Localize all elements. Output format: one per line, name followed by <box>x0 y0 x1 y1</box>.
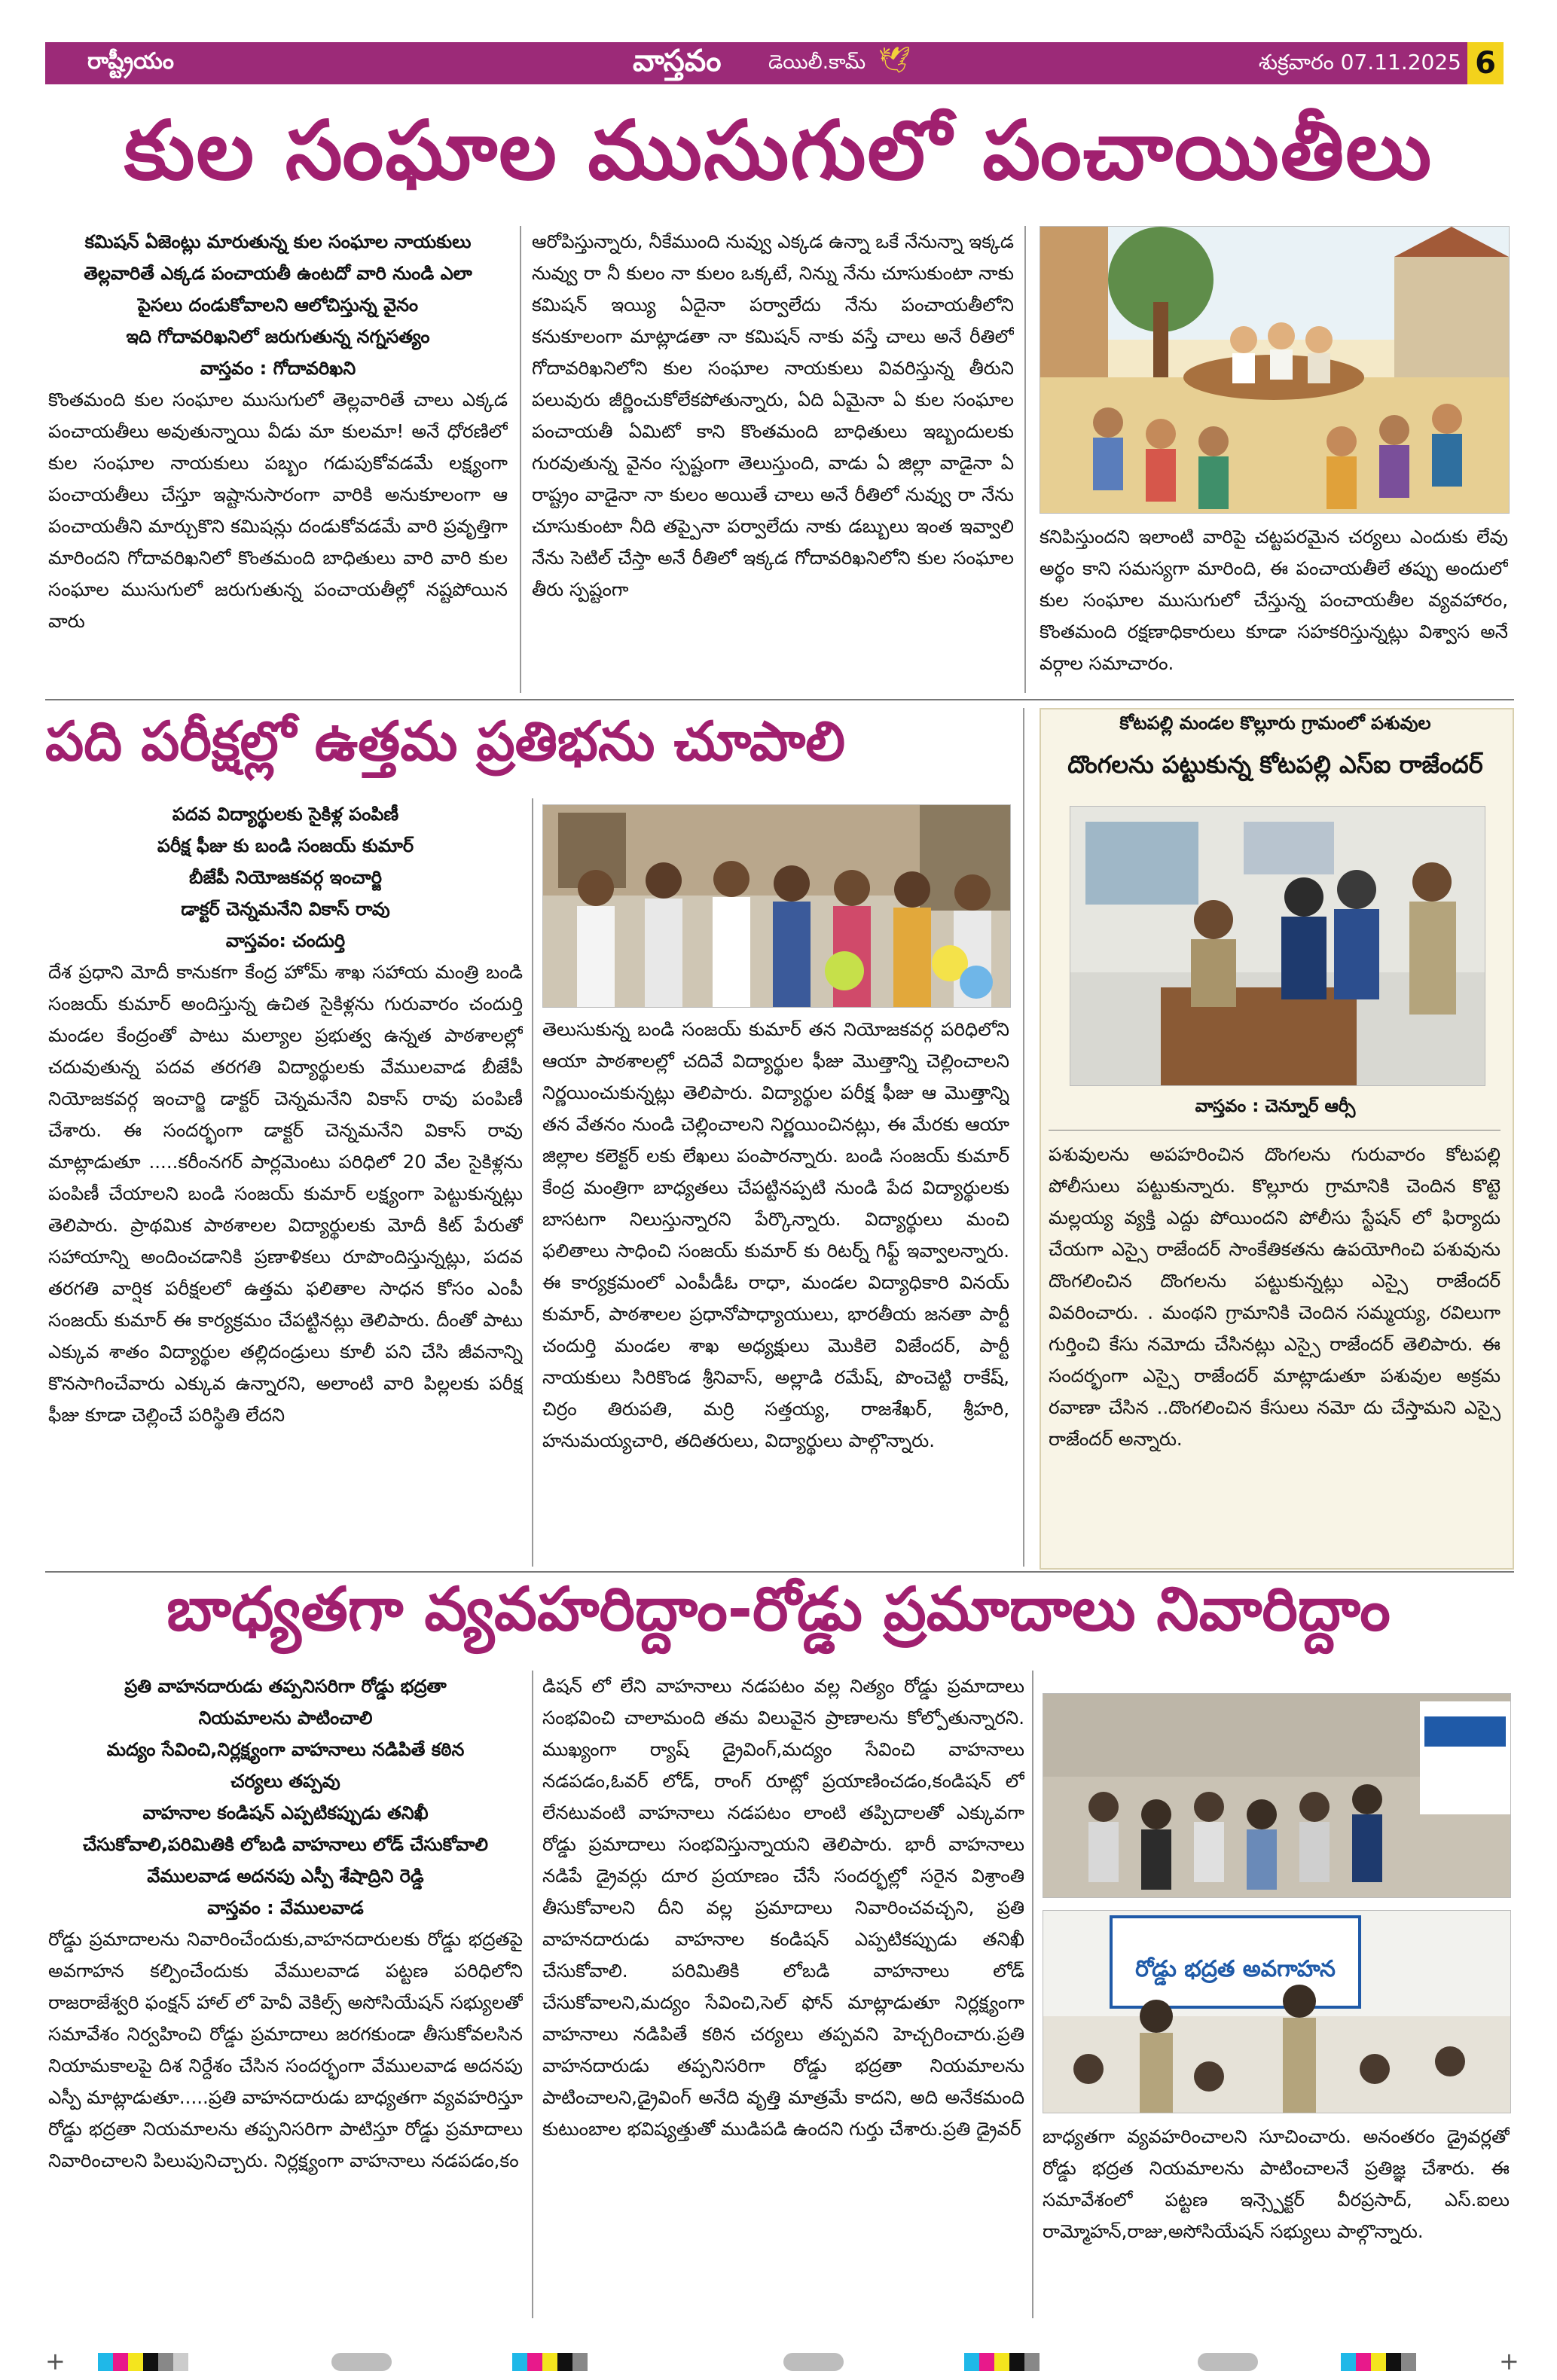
story4-column-3 <box>1043 2121 1510 2318</box>
story1-column-1 <box>48 226 508 693</box>
color-bar <box>512 2353 527 2371</box>
story2-dateline: వాస్తవం: చందుర్తి <box>225 930 346 951</box>
story4-column-2 <box>542 1671 1024 2318</box>
color-bar <box>113 2353 128 2371</box>
awareness-banner-photo <box>1043 1911 1510 2113</box>
story4-subhead: వాహనాల కండిషన్ ఎప్పటికప్పుడు తనిఖీ <box>142 1802 429 1823</box>
color-bar <box>158 2353 173 2371</box>
crop-mark-icon: + <box>1499 2347 1519 2375</box>
story3-dateline: వాస్తవం : చెన్నూర్ ఆర్సీ <box>1195 1097 1356 1116</box>
story4-subhead: చర్యలు తప్పవు <box>230 1771 340 1792</box>
color-bar <box>1401 2353 1416 2371</box>
section-divider <box>45 1571 1514 1573</box>
color-bar <box>143 2353 158 2371</box>
story4-subhead: ప్రతి వాహనదారుడు తప్పనిసరిగా రోడ్డు భద్రతా <box>124 1676 447 1697</box>
story2-subhead: బీజేపీ నియోజకవర్గ ఇంచార్జి <box>188 867 382 888</box>
story1-illustration <box>1040 226 1510 514</box>
panchayat-cartoon <box>1040 227 1509 513</box>
story4-dateline: వాస్తవం : వేములవాడ <box>207 1897 364 1918</box>
story4-body: బాధ్యతగా వ్యవహరించాలని సూచించారు. అనంతరం డ్రైవర్లతో రోడ్డు భద్రత నియమాలను పాటించాలనే ప్రతిజ్ఞ చేశారు. ఈ సమావేశంలో పట్టణ ఇన్స్పెక్టర్ వీరప్రసాద్, ఎస్.ఐలు రామ్మోహన్,రాజు,అసోసియేషన్ సభ్యులు పాల్గొన్నారు. <box>1043 2125 1510 2242</box>
cycle-distribution-photo <box>543 805 1010 1007</box>
story3-body: పశువులను అపహరించిన దొంగలను గురువారం కోటపల్లి పోలీసులు పట్టుకున్నారు. కొల్లూరు గ్రామానికి చెందిన కొట్టె మల్లయ్య వ్యక్తి ఎద్దు పోయిందని పోలీసు స్టేషన్ లో ఫిర్యాదు చేయగా ఎస్సై రాజేందర్ సాంకేతికతను ఉపయోగించి పశువును దొంగలించిన దొంగలను పట్టుకున్నట్లు ఎస్సై రాజేందర్ వివరించారు. . మంథని గ్రామానికి చెందిన సమ్మయ్య, రవిలుగా గుర్తించి కేసు నమోదు చేసినట్లు ఎస్సై రాజేందర్ తెలిపారు. ఈ సందర్భంగా ఎస్సై రాజేందర్ మాట్లాడుతూ పశువుల అక్రమ రవాణా చేసిన ..దొంగలించిన కేసులు నమో దు చేస్తామని ఎస్సై రాజేందర్ అన్నారు. <box>1049 1143 1501 1450</box>
story1-body: కనిపిస్తుందని ఇలాంటి వారిపై చట్టపరమైన చర్యలు ఎందుకు లేవు అర్థం కాని సమస్యగా మారింది, ఈ పంచాయతీలే తప్పు అందులో కుల సంఘాల ముసుగులో చేస్తున్న పంచాయతీల వ్యవహారం, కొంతమంది రక్షణాధికారులు కూడా సహకరిస్తున్నట్లు విశ్వాస అనే వర్గాల సమాచారం. <box>1040 526 1508 674</box>
story1-subhead: తెల్లవారితే ఎక్కడ పంచాయతీ ఉంటదో వారి నుండి ఎలా <box>84 263 472 284</box>
column-divider <box>1032 1671 1033 2318</box>
section-label: రాష్ట్రీయం <box>87 48 174 75</box>
story4-subhead: నియమాలను పాటించాలి <box>198 1707 373 1729</box>
crop-mark-icon: + <box>45 2347 66 2375</box>
story2-body: తెలుసుకున్న బండి సంజయ్ కుమార్ తన నియోజకవర్గ పరిధిలోని ఆయా పాఠశాలల్లో చదివే విద్యార్థుల ఫీజు మొత్తాన్ని చెల్లించాలని నిర్ణయించుకున్నట్లు తెలిపారు. విద్యార్థుల పరీక్ష ఫీజు ఆ మొత్తాన్ని తన వేతనం నుండి చెల్లించాలని నిర్ణయించినట్లు, ఈ మేరకు ఆయా జిల్లాల కలెక్టర్ లకు లేఖలు పంపారన్నారు. బండి సంజయ్ కుమార్ కేంద్ర మంత్రిగా బాధ్యతలు చేపట్టినప్పటి నుండి పేద విద్యార్థులకు బాసటగా నిలుస్తున్నారని పేర్కొన్నారు. విద్యార్థులు మంచి ఫలితాలు సాధించి సంజయ్ కుమార్ కు రిటర్న్ గిఫ్ట్ ఇవ్వాలన్నారు. ఈ కార్యక్రమంలో ఎంపీడీఓ రాధా, మండల విద్యాధికారి వినయ్ కుమార్, పాఠశాలల ప్రధానోపాధ్యాయులు, భారతీయ జనతా పార్టీ చందుర్తి మండల శాఖ అధ్యక్షులు మొకిలె విజేందర్, పార్టీ నాయకులు సిరికొండ శ్రీనివాస్, అల్లాడి రమేష్, పొంచెట్టి రాకేష్, చిర్రం తిరుపతి, మర్రి సత్తయ్య, రాజశేఖర్, శ్రీహరి, హనుమయ్యచారి, తదితరులు, విద్యార్థులు పాల్గొన్నారు. <box>542 1018 1009 1451</box>
story4-subhead: మద్యం సేవించి,నిర్లక్ష్యంగా వాహనాలు నడిపితే కఠిన <box>106 1739 465 1760</box>
column-divider <box>532 1671 533 2318</box>
column-divider <box>520 226 521 693</box>
story4-headline: బాధ్యతగా వ్యవహరిద్దాం-రోడ్డు ప్రమాదాలు నివారిద్దాం <box>166 1574 1391 1644</box>
column-divider <box>532 798 533 1567</box>
police-station-photo <box>1070 807 1485 1085</box>
section-divider <box>45 699 1514 700</box>
story2-headline: పది పరీక్షల్లో ఉత్తమ ప్రతిభను చూపాలి <box>45 709 846 773</box>
story1-headline: కుల సంఘాల ముసుగులో పంచాయితీలు <box>124 104 1433 198</box>
color-bar <box>572 2353 588 2371</box>
color-bar <box>1356 2353 1371 2371</box>
color-bar <box>173 2353 188 2371</box>
story1-column-3 <box>1040 521 1508 693</box>
story2-photo <box>542 804 1011 1008</box>
story4-subhead: వేములవాడ అదనపు ఎస్పీ శేషాద్రిని రెడ్డి <box>147 1866 424 1887</box>
story2-column-2 <box>542 1014 1009 1567</box>
registration-mark <box>783 2353 844 2371</box>
color-bar <box>994 2353 1009 2371</box>
color-bar <box>98 2353 113 2371</box>
newspaper-logo: వాస్తవం <box>633 44 722 78</box>
story2-subhead: డాక్టర్ చెన్నమనేని వికాస్ రావు <box>181 899 390 920</box>
story1-subhead: కమిషన్ ఏజెంట్లు మారుతున్న కుల సంఘాల నాయకులు <box>84 231 472 252</box>
color-bar <box>1386 2353 1401 2371</box>
color-bar <box>1009 2353 1024 2371</box>
story4-subhead: చేసుకోవాలి,పరిమితికి లోబడి వాహనాలు లోడ్ చేసుకోవాలి <box>82 1834 489 1855</box>
page-number: 6 <box>1467 42 1504 84</box>
registration-mark <box>1198 2353 1258 2371</box>
story2-subhead: పరీక్ష ఫీజు కు బండి సంజయ్ కుమార్ <box>157 835 414 856</box>
story4-column-1 <box>48 1671 523 2318</box>
story2-column-1 <box>48 798 523 1567</box>
newspaper-logo-sub: డెయిలీ.కామ్ <box>768 51 866 74</box>
registration-mark <box>331 2353 392 2371</box>
story1-dateline: వాస్తవం : గోదావరిఖని <box>200 358 356 379</box>
color-bar <box>1024 2353 1040 2371</box>
color-bar <box>964 2353 979 2371</box>
color-bar <box>1371 2353 1386 2371</box>
color-bar <box>527 2353 542 2371</box>
story3-headline: దొంగలను పట్టుకున్న కోటపల్లి ఎస్ఐ రాజేందర్ <box>1067 750 1483 779</box>
bird-logo-icon: 🕊 <box>878 45 911 75</box>
story4-photo-1 <box>1043 1693 1511 1898</box>
color-bar <box>1341 2353 1356 2371</box>
story4-body: డిషన్ లో లేని వాహనాలు నడపటం వల్ల నిత్యం రోడ్డు ప్రమాదాలు సంభవించి చాలామంది తమ విలువైన ప్రాణాలను కోల్పోతున్నారని. ముఖ్యంగా ర్యాష్ డ్రైవింగ్,మద్యం సేవించి వాహనాలు నడపడం,ఓవర్ లోడ్, రాంగ్ రూట్లో ప్రయాణించడం,కండిషన్ లో లేనటువంటి వాహనాలు నడపటం లాంటి తప్పిదాలతో ఎక్కువగా రోడ్డు ప్రమాదాలు సంభవిస్తున్నాయని తెలిపారు. భారీ వాహనాలు నడిపే డ్రైవర్లు దూర ప్రయాణం చేసే సందర్భల్లో సరైన విశ్రాంతి తీసుకోవాలని దీని వల్ల ప్రమాదాలు నివారించవచ్చని, ప్రతి వాహనదారుడు వాహనాల కండిషన్ ఎప్పటికప్పుడు తనిఖీ చేసుకోవాలి. పరిమితికి లోబడి వాహనాలు లోడ్ చేసుకోవాలని,మద్యం సేవించి,సెల్ ఫోన్ మాట్లాడుతూ నిర్లక్ష్యంగా వాహనాలు నడిపితే కఠిన చర్యలు తప్పవని హెచ్చరించారు.ప్రతి వాహనదారుడు తప్పనిసరిగా రోడ్డు భద్రతా నియమాలను పాటించాలని,డ్రైవింగ్ అనేది వృత్తి మాత్రమే కాదని, అది అనేకమంది కుటుంబాల భవిష్యత్తుతో ముడిపడి ఉందని గుర్తు చేశారు.ప్రతి డ్రైవర్ <box>542 1675 1024 2140</box>
color-bar <box>557 2353 572 2371</box>
story2-subhead: పదవ విద్యార్థులకు సైకిళ్ల పంపిణీ <box>172 804 399 825</box>
story1-column-2 <box>532 226 1014 693</box>
story2-body: దేశ ప్రధాని మోదీ కానుకగా కేంద్ర హోమ్ శాఖ సహాయ మంత్రి బండి సంజయ్ కుమార్ అందిస్తున్న ఉచిత సైకిళ్లను గురువారం చందుర్తి మండల కేంద్రంతో పాటు మల్యాల ప్రభుత్వ ఉన్నత పాఠశాలల్లో చదువుతున్న పదవ తరగతి విద్యార్థులకు వేములవాడ బీజేపీ నియోజకవర్గ ఇంచార్జి డాక్టర్ చెన్నమనేని వికాస్ రావు పంపిణీ చేశారు. ఈ సందర్భంగా డాక్టర్ చెన్నమనేని వికాస్ రావు మాట్లాడుతూ .....కరీంనగర్ పార్లమెంటు పరిధిలో 20 వేల సైకిళ్లను పంపిణీ చేయాలని బండి సంజయ్ కుమార్ లక్ష్యంగా పెట్టుకున్నట్లు తెలిపారు. ప్రాథమిక పాఠశాలల విద్యార్థులకు మోదీ కిట్ పేరుతో సహాయాన్ని అందించడానికి ప్రణాళికలు రూపొందిస్తున్నట్లు, పదవ తరగతి వార్షిక పరీక్షలలో ఉత్తమ ఫలితాల సాధన కోసం ఎంపీ సంజయ్ కుమార్ ఈ కార్యక్రమం చేపట్టినట్లు తెలిపారు. దీంతో పాటు ఎక్కువ శాతం విద్యార్థుల తల్లిదండ్రులు కూలీ పని చేసి జీవనాన్ని కొనసాగించేవారు ఎక్కువ ఉన్నారని, అలాంటి వారి పిల్లలకు పరీక్ష ఫీజు కూడా చెల్లించే పరిస్థితి లేదని <box>48 961 523 1426</box>
color-bar <box>979 2353 994 2371</box>
story1-subhead: ఇది గోదావరిఖనిలో జరుగుతున్న నగ్నసత్యం <box>126 326 430 347</box>
column-divider <box>1023 708 1024 1567</box>
story1-subhead: పైసలు దండుకోవాలని ఆలోచిస్తున్న వైనం <box>137 294 419 316</box>
story1-body: కొంతమంది కుల సంఘాల ముసుగులో తెల్లవారితే చాలు ఎక్కడ పంచాయతీలు అవుతున్నాయి వీడు మా కులమా! అనే ధోరణిలో కుల సంఘాల నాయకులు పబ్బం గడుపుకోవడమే లక్ష్యంగా పంచాయతీలు చేస్తూ ఇష్టానుసారంగా వారికి అనుకూలంగా ఆ పంచాయతీని మార్చుకొని కమిషన్లు దండుకోవడమే వారి ప్రవృత్తిగా మారిందని గోదావరిఖనిలో కొంతమంది బాధితులు వారి వారి కుల సంఘాల ముసుగులో జరుగుతున్న పంచాయతీల్లో నష్టపోయిన వారు <box>48 389 508 632</box>
color-bar <box>542 2353 557 2371</box>
story4-photo-2 <box>1043 1910 1511 2113</box>
meeting-hall-photo <box>1043 1694 1510 1897</box>
banner-text: రోడ్డు భద్రత అవగాహన <box>1135 1956 1336 1982</box>
issue-date: శుక్రవారం 07.11.2025 <box>1258 50 1461 75</box>
color-bar <box>128 2353 143 2371</box>
story4-body: రోడ్డు ప్రమాదాలను నివారించేందుకు,వాహనదారులకు రోడ్డు భద్రతపై అవగాహన కల్పించేందుకు వేములవాడ పట్టణ పరిధిలోని రాజరాజేశ్వరి ఫంక్షన్ హాల్ లో హెవీ వెకిల్స్ అసోసియేషన్ సభ్యులతో సమావేశం నిర్వహించి రోడ్డు ప్రమాదాలు జరగకుండా తీసుకోవలసిన నియామకాలపై దిశ నిర్దేశం చేసిన సందర్భంగా వేములవాడ అదనపు ఎస్పీ మాట్లాడుతూ.....ప్రతి వాహనదారుడు బాధ్యతగా వ్యవహరిస్తూ రోడ్డు భద్రతా నియమాలను తప్పనిసరిగా పాటిస్తూ రోడ్డు ప్రమాదాలు నివారించాలని పిలుపునిచ్చారు. నిర్లక్ష్యంగా వాహనాలు నడపడం,కం <box>48 1928 523 2171</box>
column-divider <box>1024 226 1026 693</box>
story1-body: ఆరోపిస్తున్నారు, నీకేముంది నువ్వు ఎక్కడ ఉన్నా ఒకే నేనున్నా ఇక్కడ నువ్వు రా నీ కులం నా కులం ఒక్కటే, నిన్ను నేను చూసుకుంటా నాకు కమిషన్ ఇయ్యి ఏదైనా పర్వాలేదు నేను పంచాయతీలోని కనుకూలంగా మాట్లాడతా నా కమిషన్ నాకు వస్తే చాలు అనే రీతిలో గోదావరిఖనిలోని కుల సంఘాల నాయకులు వివరిస్తున్న తీరుని పలువురు జీర్ణించుకోలేకపోతున్నారు, ఏది ఏమైనా ఏ కుల సంఘాల పంచాయతీ ఏమిటో కాని కొంతమంది బాధితులు ఇబ్బందులకు గురవుతున్న వైనం స్పష్టంగా తెలుస్తుంది, వాడు ఏ జిల్లా వాడైనా ఏ రాష్ట్రం వాడైనా నా కులం అయితే చాలు అనే రీతిలో నువ్వు రా నేను చూసుకుంటా నీది తప్పైనా పర్వాలేదు నాకు డబ్బులు ఇంత ఇవ్వాలి నేను సెటిల్ చేస్తా అనే రీతిలో ఇక్కడ గోదావరిఖనిలోని కుల సంఘాల తీరు స్పష్టంగా <box>532 230 1014 600</box>
masthead-bar <box>45 42 1491 84</box>
story3-kicker: కోటపల్లి మండల కొల్లూరు గ్రామంలో పశువుల <box>1119 712 1431 734</box>
story3-photo <box>1070 806 1485 1086</box>
story3-body-column <box>1049 1139 1501 1561</box>
